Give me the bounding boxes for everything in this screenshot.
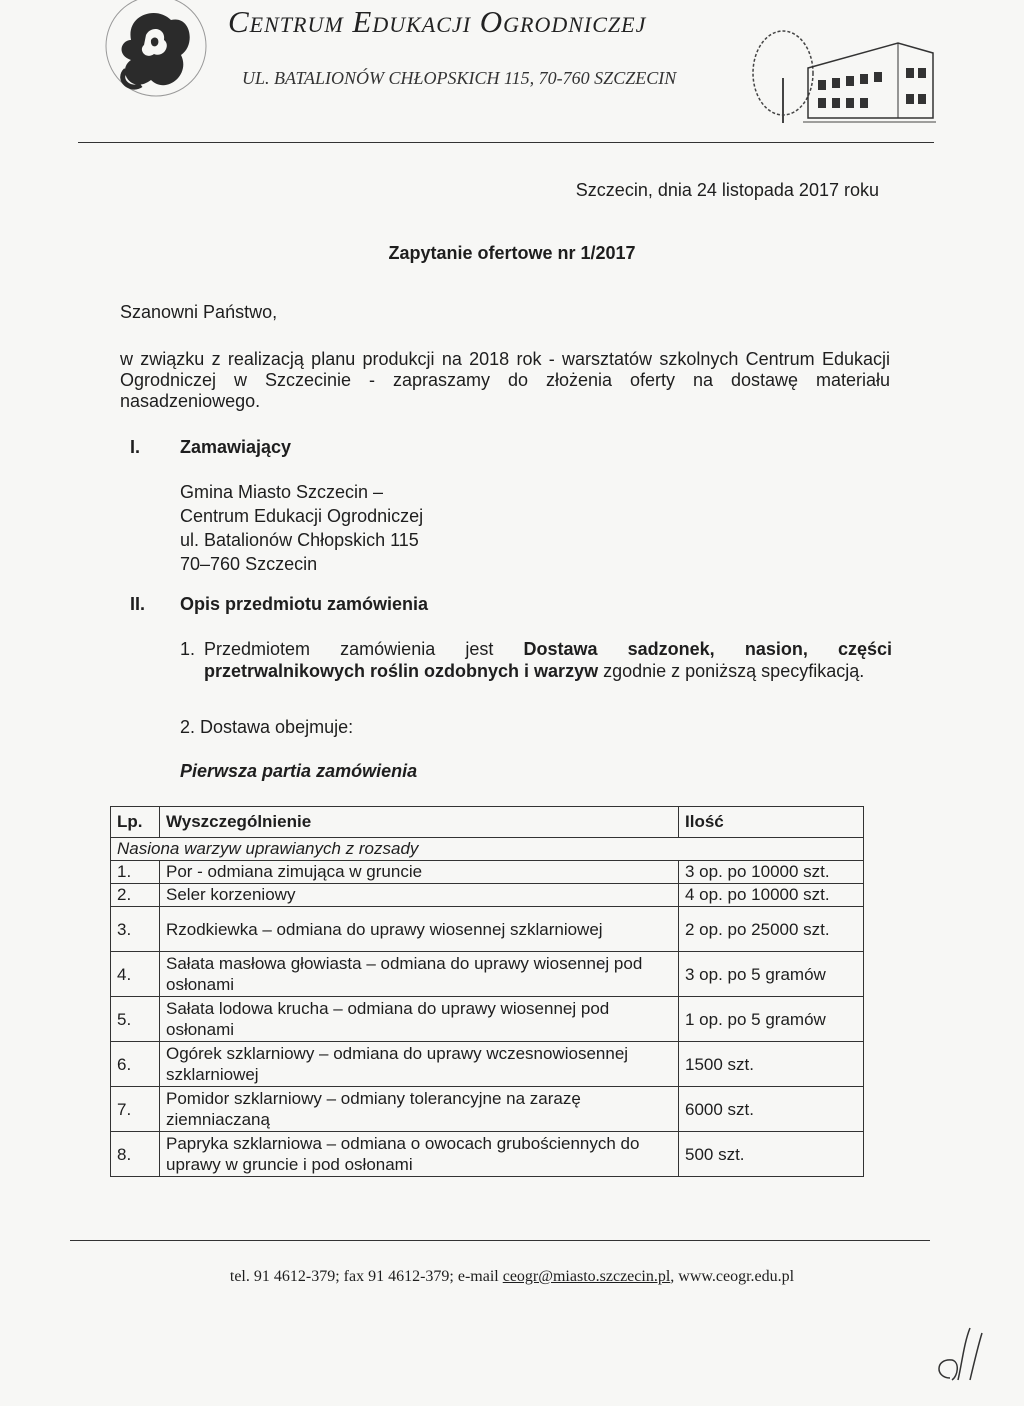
greeting: Szanowni Państwo, bbox=[120, 302, 278, 322]
table-row bbox=[111, 1087, 864, 1132]
handwritten-initials bbox=[930, 1318, 990, 1388]
row-qty: 3 op. po 10000 szt. bbox=[679, 861, 864, 884]
row-name: Pomidor szklarniowy – odmiany tolerancyjne na zarazę ziemniaczaną bbox=[160, 1087, 679, 1132]
row-lp: 7. bbox=[111, 1087, 160, 1132]
date-line: Szczecin, dnia 24 listopada 2017 roku bbox=[575, 180, 879, 200]
first-batch-heading: Pierwsza partia zamówienia bbox=[180, 761, 418, 781]
contact-website: , www.ceogr.edu.pl bbox=[670, 1268, 795, 1285]
email-link[interactable]: ceogr@miasto.szczecin.pl bbox=[502, 1268, 671, 1285]
category-label: Nasiona warzyw uprawianych z rozsady bbox=[111, 838, 864, 861]
intro-paragraph: w związku z realizacją planu produkcji na 2018 rok - warsztatów szkolnych Centrum Edukacji Ogrodniczej w Szczecinie - zapraszamy do złożenia oferty na dostawę materiału nasadzeniowego. bbox=[120, 349, 890, 411]
row-qty: 6000 szt. bbox=[679, 1087, 864, 1132]
row-name: Por - odmiana zimująca w gruncie bbox=[160, 861, 679, 884]
row-lp: 1. bbox=[111, 861, 160, 884]
table-row bbox=[111, 907, 864, 952]
row-name: Sałata masłowa głowiasta – odmiana do uprawy wiosennej pod osłonami bbox=[160, 952, 679, 997]
table-row bbox=[111, 1042, 864, 1087]
contact-phone-fax: tel. 91 4612-379; fax 91 4612-379; e-mail bbox=[229, 1268, 503, 1285]
rose-logo bbox=[96, 0, 216, 105]
letterhead bbox=[0, 0, 1024, 140]
row-qty: 3 op. po 5 gramów bbox=[679, 952, 864, 997]
order-item-1 bbox=[180, 638, 892, 682]
row-lp: 2. bbox=[111, 884, 160, 907]
orderer-line: Centrum Edukacji Ogrodniczej bbox=[180, 506, 424, 526]
row-qty: 1500 szt. bbox=[679, 1042, 864, 1087]
row-name: Sałata lodowa krucha – odmiana do uprawy wiosennej pod osłonami bbox=[160, 997, 679, 1042]
table-row bbox=[111, 1132, 864, 1177]
row-name: Ogórek szklarniowy – odmiana do uprawy wczesnowiosennej szklarniowej bbox=[160, 1042, 679, 1087]
orderer-line: Gmina Miasto Szczecin – bbox=[180, 482, 384, 502]
row-name: Seler korzeniowy bbox=[160, 884, 679, 907]
table-category-row bbox=[111, 838, 864, 861]
orderer-address bbox=[180, 480, 423, 576]
header-divider bbox=[78, 142, 934, 143]
orderer-line: 70–760 Szczecin bbox=[180, 554, 318, 574]
table-row bbox=[111, 884, 864, 907]
row-lp: 6. bbox=[111, 1042, 160, 1087]
table-row bbox=[111, 861, 864, 884]
institution-address: UL. BATALIONÓW CHŁOPSKICH 115, 70-760 SZCZECIN bbox=[242, 68, 677, 88]
item-1-pre: Przedmiotem zamówienia jest bbox=[204, 639, 524, 659]
row-qty: 1 op. po 5 gramów bbox=[679, 997, 864, 1042]
row-name: Rzodkiewka – odmiana do uprawy wiosennej szklarniowej bbox=[160, 907, 679, 952]
order-item-2: 2. Dostawa obejmuje: bbox=[180, 717, 354, 737]
col-lp-header: Lp. bbox=[111, 807, 160, 838]
document-title: Zapytanie ofertowe nr 1/2017 bbox=[388, 243, 636, 263]
school-building-illustration bbox=[748, 18, 938, 128]
row-qty: 500 szt. bbox=[679, 1132, 864, 1177]
section-1-number: I. bbox=[130, 437, 141, 457]
section-1-title: Zamawiający bbox=[180, 437, 292, 457]
row-name: Papryka szklarniowa – odmiana o owocach grubościennych do uprawy w gruncie i pod osłonami bbox=[160, 1132, 679, 1177]
row-lp: 4. bbox=[111, 952, 160, 997]
footer-divider bbox=[70, 1240, 930, 1241]
col-qty-header: Ilość bbox=[679, 807, 864, 838]
item-1-post: zgodnie z poniższą specyfikacją. bbox=[598, 661, 865, 681]
item-1-bold: Dostawa sadzonek, nasion, części przetrwalnikowych roślin ozdobnych i warzyw bbox=[204, 639, 893, 681]
row-qty: 4 op. po 10000 szt. bbox=[679, 884, 864, 907]
footer-contact bbox=[0, 1268, 1024, 1286]
item-1-text bbox=[180, 638, 892, 682]
table-header-row bbox=[111, 807, 864, 838]
row-lp: 3. bbox=[111, 907, 160, 952]
table-row bbox=[111, 997, 864, 1042]
col-name-header: Wyszczególnienie bbox=[160, 807, 679, 838]
row-qty: 2 op. po 25000 szt. bbox=[679, 907, 864, 952]
row-lp: 5. bbox=[111, 997, 160, 1042]
section-2-number: II. bbox=[130, 594, 146, 614]
institution-name: Centrum Edukacji Ogrodniczej bbox=[228, 4, 647, 39]
row-lp: 8. bbox=[111, 1132, 160, 1177]
item-1-number: 1. bbox=[180, 639, 196, 659]
specification-table bbox=[110, 806, 864, 1177]
orderer-line: ul. Batalionów Chłopskich 115 bbox=[180, 530, 419, 550]
section-2-title: Opis przedmiotu zamówienia bbox=[180, 594, 429, 614]
table-row bbox=[111, 952, 864, 997]
